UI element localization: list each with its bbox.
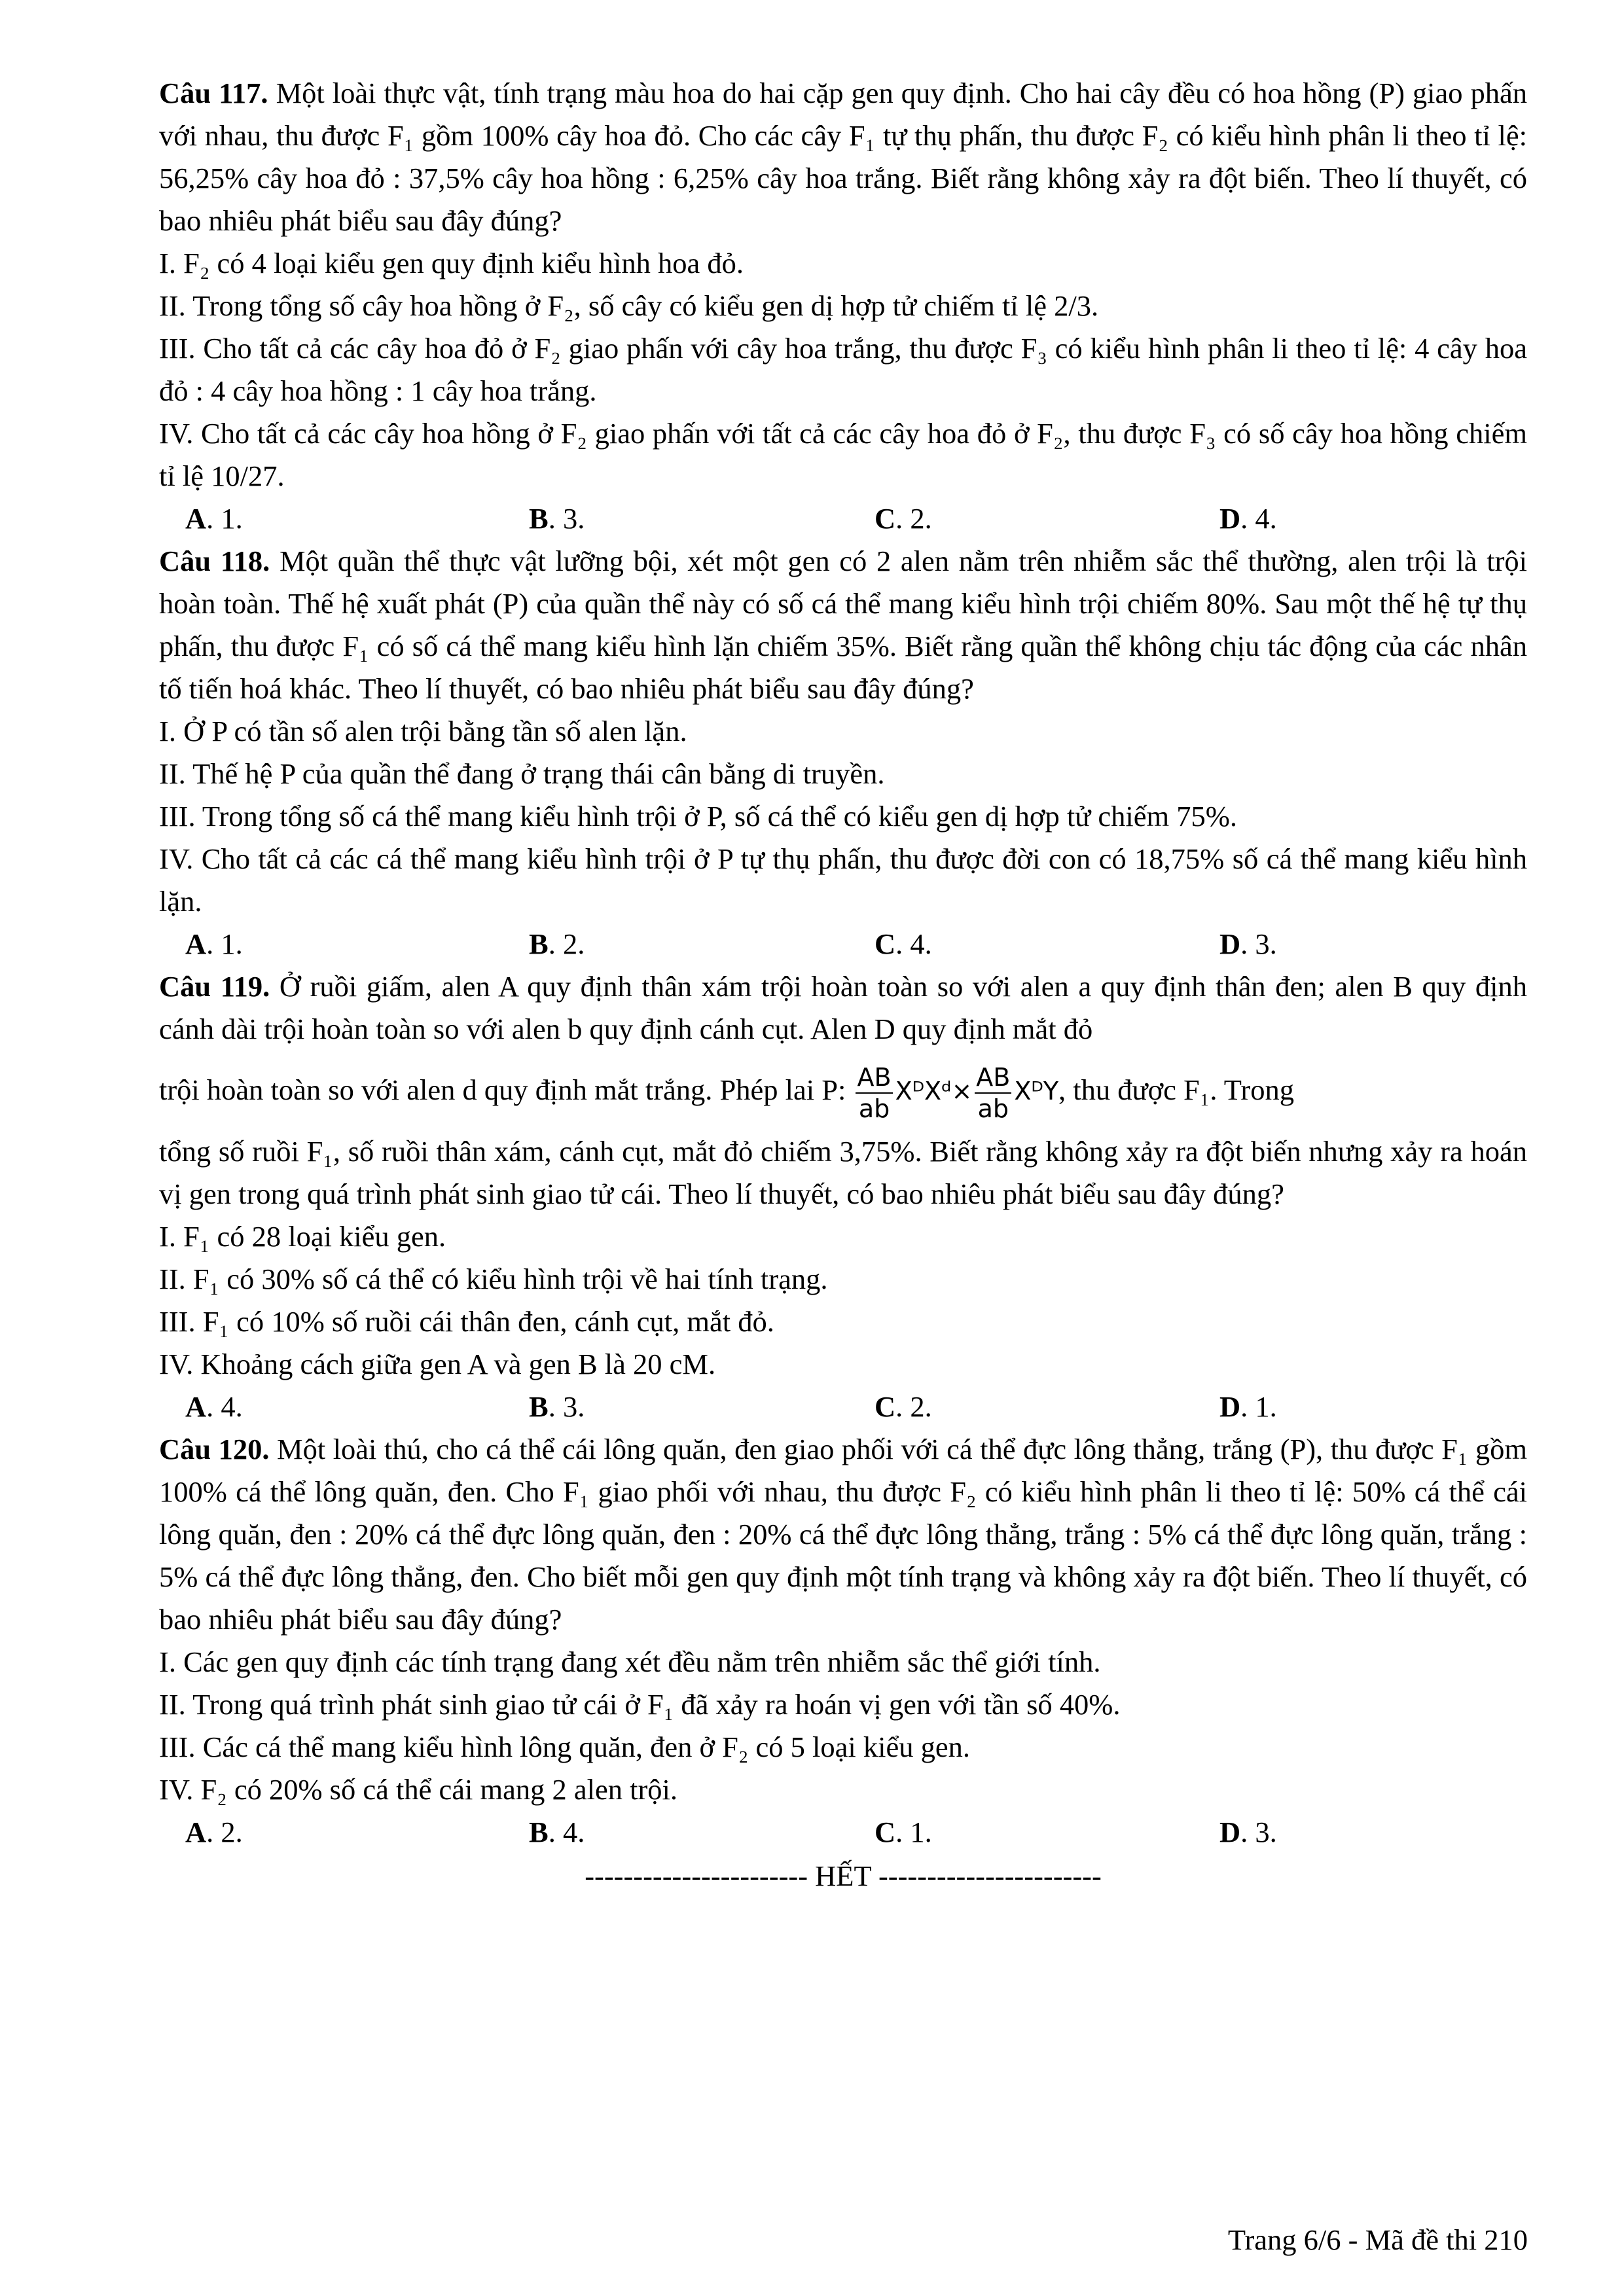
- statement: IV. Cho tất cả các cá thể mang kiểu hình trội ở P tự thụ phấn, thu được đời con có 18,75% số cá thể mang kiểu hình lặn.: [159, 842, 1527, 918]
- answer-text: . 4.: [1240, 502, 1277, 535]
- fraction-numerator: AB: [856, 1062, 892, 1094]
- cross-symbol: ×: [951, 1077, 973, 1105]
- statement: II. Trong tổng số cây hoa hồng ở F₂, số cây có kiểu gen dị hợp tử chiếm tỉ lệ 2/3.: [159, 289, 1099, 322]
- statement: II. F₁ có 30% số cá thể có kiểu hình trội về hai tính trạng.: [159, 1263, 828, 1295]
- answer-options: [159, 923, 1527, 965]
- question-119: [159, 965, 1527, 1428]
- answer-letter: A: [185, 1816, 207, 1848]
- answer-d[interactable]: [1219, 923, 1277, 965]
- answer-letter: A: [185, 1390, 207, 1423]
- answer-c[interactable]: [875, 923, 932, 965]
- stem-text: Một quần thể thực vật lưỡng bội, xét một gen có 2 alen nằm trên nhiễm sắc thể thường, alen trội là trội hoàn toàn. Thế hệ xuất phát (P) của quần thể này có số cá thể mang kiểu hình trội chiếm 80%. Sau một thế hệ tự thụ phấn, thu được F₁ có số cá thể mang kiểu hình lặn chiếm 35%. Biết rằng quần thể không chịu tác động của các nhân tố tiến hoá khác. Theo lí thuyết, có bao nhiêu phát biểu sau đây đúng?: [159, 545, 1528, 705]
- fraction-denominator: ab: [858, 1094, 890, 1123]
- stem-text: Ở ruồi giấm, alen A quy định thân xám trội hoàn toàn so với alen a quy định thân đen; alen B quy định cánh dài trội hoàn toàn so với alen b quy định cánh cụt. Alen D quy định mắt đỏ: [159, 970, 1528, 1045]
- answer-text: . 1.: [895, 1816, 932, 1848]
- answer-text: . 2.: [895, 502, 932, 535]
- statement: IV. Khoảng cách giữa gen A và gen B là 20 cM.: [159, 1348, 716, 1380]
- question-120: [159, 1428, 1527, 1854]
- answer-a[interactable]: [185, 497, 243, 540]
- question-number: Câu 119.: [159, 970, 270, 1003]
- answer-letter: D: [1219, 927, 1241, 960]
- end-marker: ----------------------- HẾT -----------------------: [585, 1859, 1102, 1892]
- statement: III. Trong tổng số cá thể mang kiểu hình trội ở P, số cá thể có kiểu gen dị hợp tử chiếm 75%.: [159, 800, 1237, 833]
- question-117: [159, 72, 1527, 540]
- statement: I. Các gen quy định các tính trạng đang xét đều nằm trên nhiễm sắc thể giới tính.: [159, 1645, 1101, 1678]
- stem-continuation: tổng số ruồi F₁, số ruồi thân xám, cánh cụt, mắt đỏ chiếm 3,75%. Biết rằng không xảy ra đột biến nhưng xảy ra hoán vị gen trong quá trình phát sinh giao tử cái. Theo lí thuyết, có bao nhiêu phát biểu sau đây đúng?: [159, 1135, 1527, 1210]
- question-number: Câu 120.: [159, 1433, 270, 1465]
- answer-letter: B: [529, 1816, 549, 1848]
- answer-letter: D: [1219, 502, 1241, 535]
- answer-options: [159, 1386, 1527, 1428]
- answer-options: [159, 497, 1527, 540]
- statement: I. F₁ có 28 loại kiểu gen.: [159, 1220, 446, 1253]
- answer-text: . 2.: [895, 1390, 932, 1423]
- stem-text: Một loài thực vật, tính trạng màu hoa do hai cặp gen quy định. Cho hai cây đều có hoa hồng (P) giao phấn với nhau, thu được F₁ gồm 100% cây hoa đỏ. Cho các cây F₁ tự thụ phấn, thu được F₂ có kiểu hình phân li theo tỉ lệ: 56,25% cây hoa đỏ : 37,5% cây hoa hồng : 6,25% cây hoa trắng. Biết rằng không xảy ra đột biến. Theo lí thuyết, có bao nhiêu phát biểu sau đây đúng?: [159, 77, 1528, 237]
- statement: III. F₁ có 10% số ruồi cái thân đen, cánh cụt, mắt đỏ.: [159, 1305, 774, 1338]
- sex-chromosome-genotype: XᴰY: [1014, 1077, 1059, 1105]
- statement: III. Các cá thể mang kiểu hình lông quăn, đen ở F₂ có 5 loại kiểu gen.: [159, 1731, 970, 1763]
- answer-c[interactable]: [875, 1811, 932, 1854]
- statement: II. Trong quá trình phát sinh giao tử cái ở F₁ đã xảy ra hoán vị gen với tần số 40%.: [159, 1688, 1121, 1721]
- answer-c[interactable]: [875, 1386, 932, 1428]
- statement: I. Ở P có tần số alen trội bằng tần số alen lặn.: [159, 715, 687, 747]
- genotype-fraction: [975, 1062, 1011, 1124]
- answer-text: . 4.: [548, 1816, 585, 1848]
- statement: III. Cho tất cả các cây hoa đỏ ở F₂ giao phấn với cây hoa trắng, thu được F₃ có kiểu hình phân li theo tỉ lệ: 4 cây hoa đỏ : 4 cây hoa hồng : 1 cây hoa trắng.: [159, 332, 1527, 407]
- page-footer: Trang 6/6 - Mã đề thi 210: [1227, 2223, 1528, 2256]
- stem-text: , thu được F₁. Trong: [1058, 1073, 1294, 1106]
- answer-text: . 1.: [206, 927, 243, 960]
- question-number: Câu 117.: [159, 77, 268, 109]
- cross-line: [159, 1050, 1527, 1130]
- sex-chromosome-genotype: XᴰXᵈ: [895, 1077, 952, 1105]
- answer-letter: D: [1219, 1390, 1241, 1423]
- answer-c[interactable]: [875, 497, 932, 540]
- question-number: Câu 118.: [159, 545, 270, 577]
- statement: II. Thế hệ P của quần thể đang ở trạng thái cân bằng di truyền.: [159, 757, 885, 790]
- answer-b[interactable]: [529, 1386, 585, 1428]
- stem-text: Một loài thú, cho cá thể cái lông quăn, đen giao phối với cá thể đực lông thẳng, trắng (P), thu được F₁ gồm 100% cá thể lông quăn, đen. Cho F₁ giao phối với nhau, thu được F₂ có kiểu hình phân li theo tỉ lệ: 50% cá thể cái lông quăn, đen : 20% cá thể đực lông quăn, đen : 20% cá thể đực lông thẳng, trắng : 5% cá thể đực lông quăn, trắng : 5% cá thể đực lông thẳng, đen. Cho biết mỗi gen quy định một tính trạng và không xảy ra đột biến. Theo lí thuyết, có bao nhiêu phát biểu sau đây đúng?: [159, 1433, 1528, 1636]
- answer-b[interactable]: [529, 923, 585, 965]
- answer-letter: B: [529, 502, 549, 535]
- question-stem: [159, 965, 1527, 1050]
- answer-text: . 3.: [1240, 927, 1277, 960]
- answer-d[interactable]: [1219, 1386, 1277, 1428]
- answer-text: . 2.: [206, 1816, 243, 1848]
- answer-text: . 1.: [1240, 1390, 1277, 1423]
- statement: IV. Cho tất cả các cây hoa hồng ở F₂ giao phấn với tất cả các cây hoa đỏ ở F₂, thu được F₃ có số cây hoa hồng chiếm tỉ lệ 10/27.: [159, 417, 1527, 492]
- question-stem: [159, 540, 1527, 710]
- answer-letter: D: [1219, 1816, 1241, 1848]
- answer-b[interactable]: [529, 497, 585, 540]
- statement: I. F₂ có 4 loại kiểu gen quy định kiểu hình hoa đỏ.: [159, 247, 744, 279]
- exam-page: [159, 72, 1527, 1897]
- genotype-fraction: [856, 1062, 892, 1124]
- stem-text: trội hoàn toàn so với alen d quy định mắt trắng. Phép lai P:: [159, 1073, 846, 1106]
- answer-letter: C: [875, 1816, 896, 1848]
- question-stem: [159, 72, 1527, 242]
- answer-letter: A: [185, 502, 207, 535]
- answer-d[interactable]: [1219, 1811, 1277, 1854]
- answer-text: . 4.: [895, 927, 932, 960]
- answer-letter: C: [875, 1390, 896, 1423]
- answer-a[interactable]: [185, 923, 243, 965]
- fraction-numerator: AB: [975, 1062, 1011, 1094]
- statement: IV. F₂ có 20% số cá thể cái mang 2 alen trội.: [159, 1773, 678, 1806]
- answer-text: . 3.: [548, 502, 585, 535]
- answer-d[interactable]: [1219, 497, 1277, 540]
- answer-text: . 3.: [548, 1390, 585, 1423]
- answer-letter: B: [529, 927, 549, 960]
- answer-text: . 3.: [1240, 1816, 1277, 1848]
- answer-text: . 4.: [206, 1390, 243, 1423]
- question-stem: [159, 1428, 1527, 1641]
- question-118: [159, 540, 1527, 965]
- answer-letter: C: [875, 502, 896, 535]
- answer-letter: B: [529, 1390, 549, 1423]
- answer-a[interactable]: [185, 1811, 243, 1854]
- answer-text: . 1.: [206, 502, 243, 535]
- answer-letter: A: [185, 927, 207, 960]
- answer-b[interactable]: [529, 1811, 585, 1854]
- answer-text: . 2.: [548, 927, 585, 960]
- answer-a[interactable]: [185, 1386, 243, 1428]
- answer-letter: C: [875, 927, 896, 960]
- fraction-denominator: ab: [977, 1094, 1009, 1123]
- answer-options: [159, 1811, 1527, 1854]
